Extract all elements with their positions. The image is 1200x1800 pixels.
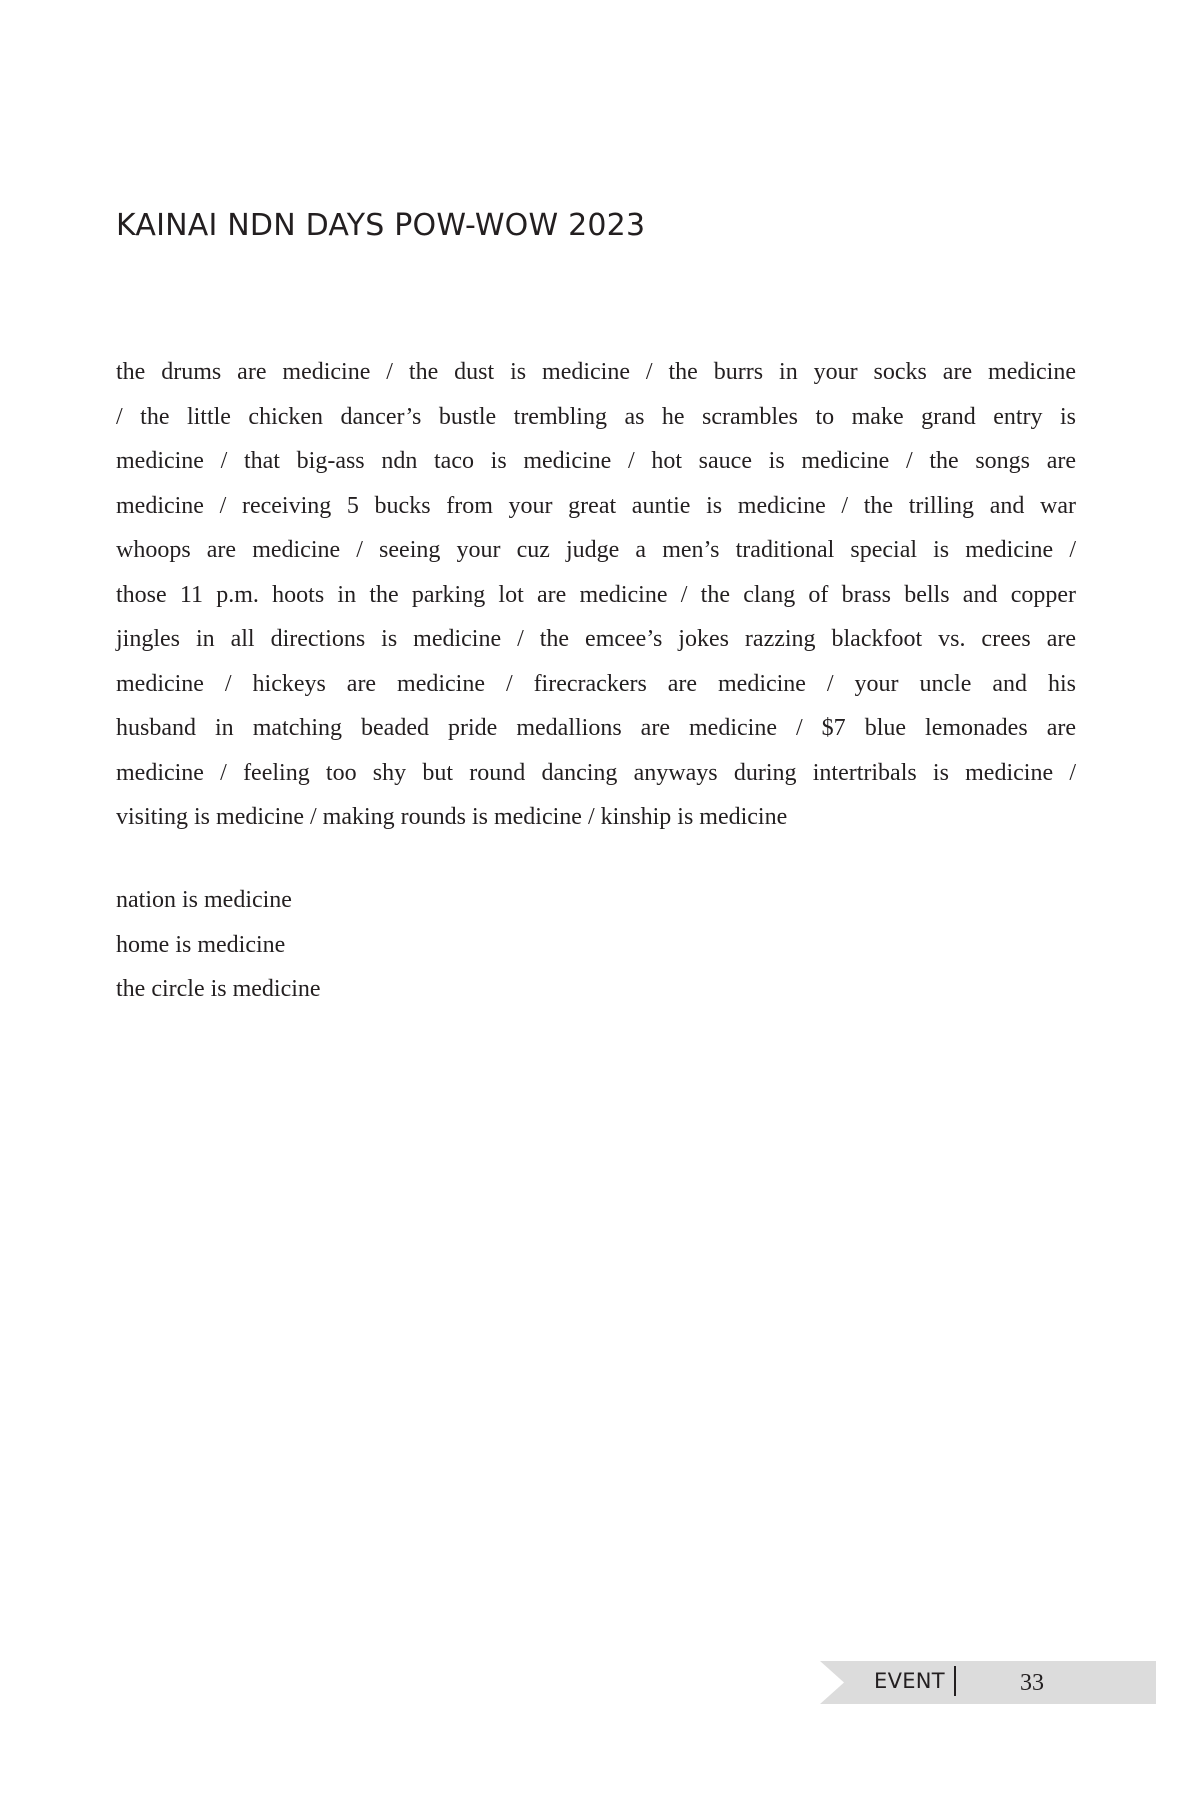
poem-line: husband in matching beaded pride medallions are medicine / $7 blue lemonades are [116, 715, 1076, 741]
poem-line: medicine / feeling too shy but round dancing anyways during intertribals is medicine / [116, 759, 1076, 786]
stanza-line: the circle is medicine [116, 976, 321, 1002]
poem-line: whoops are medicine / seeing your cuz judge a men’s traditional special is medicine / [116, 537, 1076, 563]
footer-divider [954, 1666, 956, 1696]
stanza-line: home is medicine [116, 931, 286, 958]
poem-line: those 11 p.m. hoots in the parking lot are medicine / the clang of brass bells and copper [116, 581, 1076, 608]
poem-line: jingles in all directions is medicine / the emcee’s jokes razzing blackfoot vs. crees are [116, 626, 1076, 652]
poem-line: medicine / receiving 5 bucks from your great auntie is medicine / the trilling and war [116, 492, 1076, 519]
poem-line: visiting is medicine / making rounds is medicine / kinship is medicine [116, 804, 788, 830]
poem-line: the drums are medicine / the dust is medicine / the burrs in your socks are medicine [116, 359, 1076, 385]
poem-line: medicine / that big-ass ndn taco is medicine / hot sauce is medicine / the songs are [116, 448, 1076, 474]
closing-stanza [116, 878, 321, 1012]
poem-paragraph [116, 350, 1076, 840]
page-number: 33 [1020, 1670, 1044, 1696]
stanza-line: nation is medicine [116, 887, 292, 913]
page-title: KAINAI NDN DAYS POW-WOW 2023 [116, 208, 646, 243]
section-label: EVENT [874, 1669, 945, 1693]
poem-line: medicine / hickeys are medicine / firecrackers are medicine / your uncle and his [116, 670, 1076, 697]
footer-tab [820, 1661, 1156, 1704]
poem-line: / the little chicken dancer’s bustle trembling as he scrambles to make grand entry is [116, 403, 1076, 430]
